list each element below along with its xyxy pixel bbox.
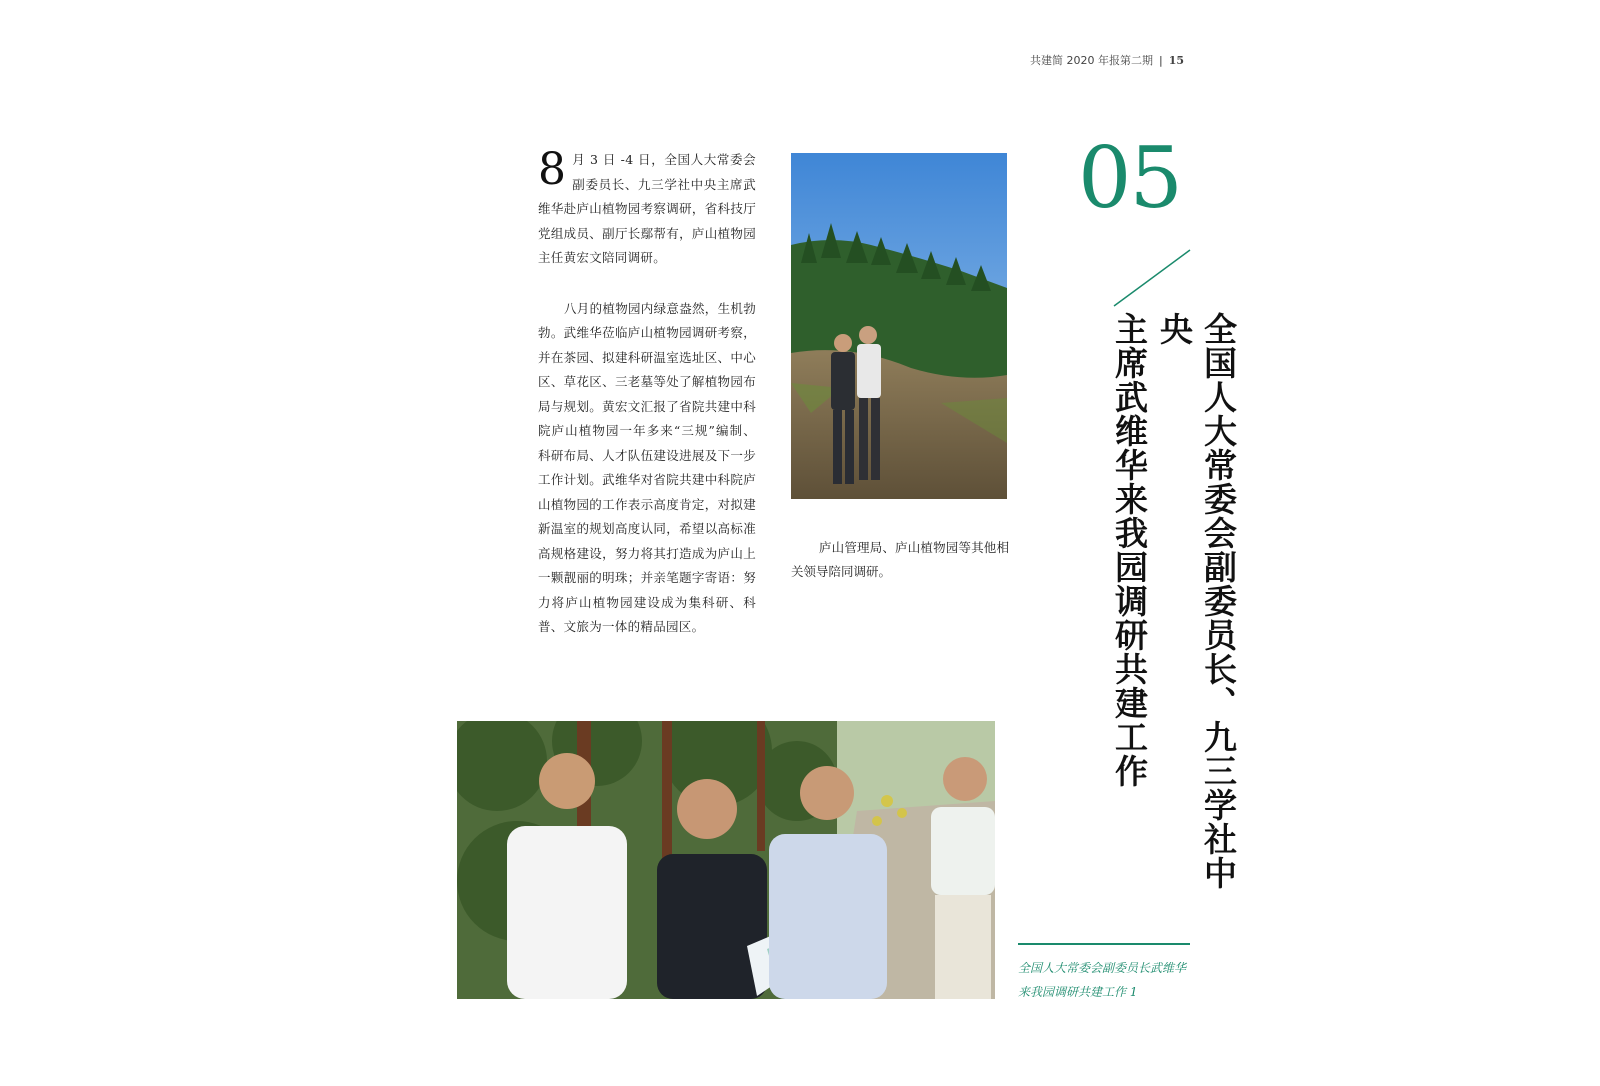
page-header: [1030, 52, 1196, 68]
section-title-line-2: 主席武维华来我园调研共建工作: [1110, 312, 1149, 788]
page-number: 15: [1168, 54, 1185, 67]
section-title-line-1: 全国人大常委会副委员长、九三学社中央: [1155, 312, 1238, 890]
photo-caption: 庐山管理局、庐山植物园等其他相关领导陪同调研。: [791, 540, 1009, 579]
photo-hillside-visit: [791, 153, 1007, 499]
paragraph-1-text: 月 3 日 -4 日，全国人大常委会副委员长、九三学社中央主席武维华赴庐山植物园考察调研，省科技厅党组成员、副厅长鄢帮有，庐山植物园主任黄宏文陪同调研。: [538, 152, 756, 265]
header-divider: |: [1159, 54, 1163, 67]
caption-rule: [1018, 943, 1190, 945]
article-paragraph-2: 八月的植物园内绿意盎然，生机勃勃。武维华莅临庐山植物园调研考察，并在茶园、拟建科研温室选址区、中心区、草花区、三老墓等处了解植物园布局与规划。黄宏文汇报了省院共建中科院庐山植物园一年多来“三规”编制、科研布局、人才队伍建设进展及下一步工作计划。武维华对省院共建中科院庐山植物园的工作表示高度肯定，对拟建新温室的规划高度认同，希望以高标准高规格建设，努力将其打造成为庐山上一颗靓丽的明珠；并亲笔题字寄语：努力将庐山植物园建设成为集科研、科普、文旅为一体的精品园区。: [538, 300, 757, 634]
drop-cap: 8: [538, 144, 567, 195]
section-caption: 全国人大常委会副委员长武维华来我园调研共建工作 1: [1018, 961, 1187, 999]
article-paragraph-1: [538, 144, 756, 271]
decorative-slash: [1112, 248, 1192, 308]
publication-title: 共建简 2020 年报第二期: [1030, 54, 1153, 67]
article-body: [538, 144, 757, 640]
photo-group-review: [457, 721, 995, 999]
section-number: 05: [1078, 129, 1181, 227]
